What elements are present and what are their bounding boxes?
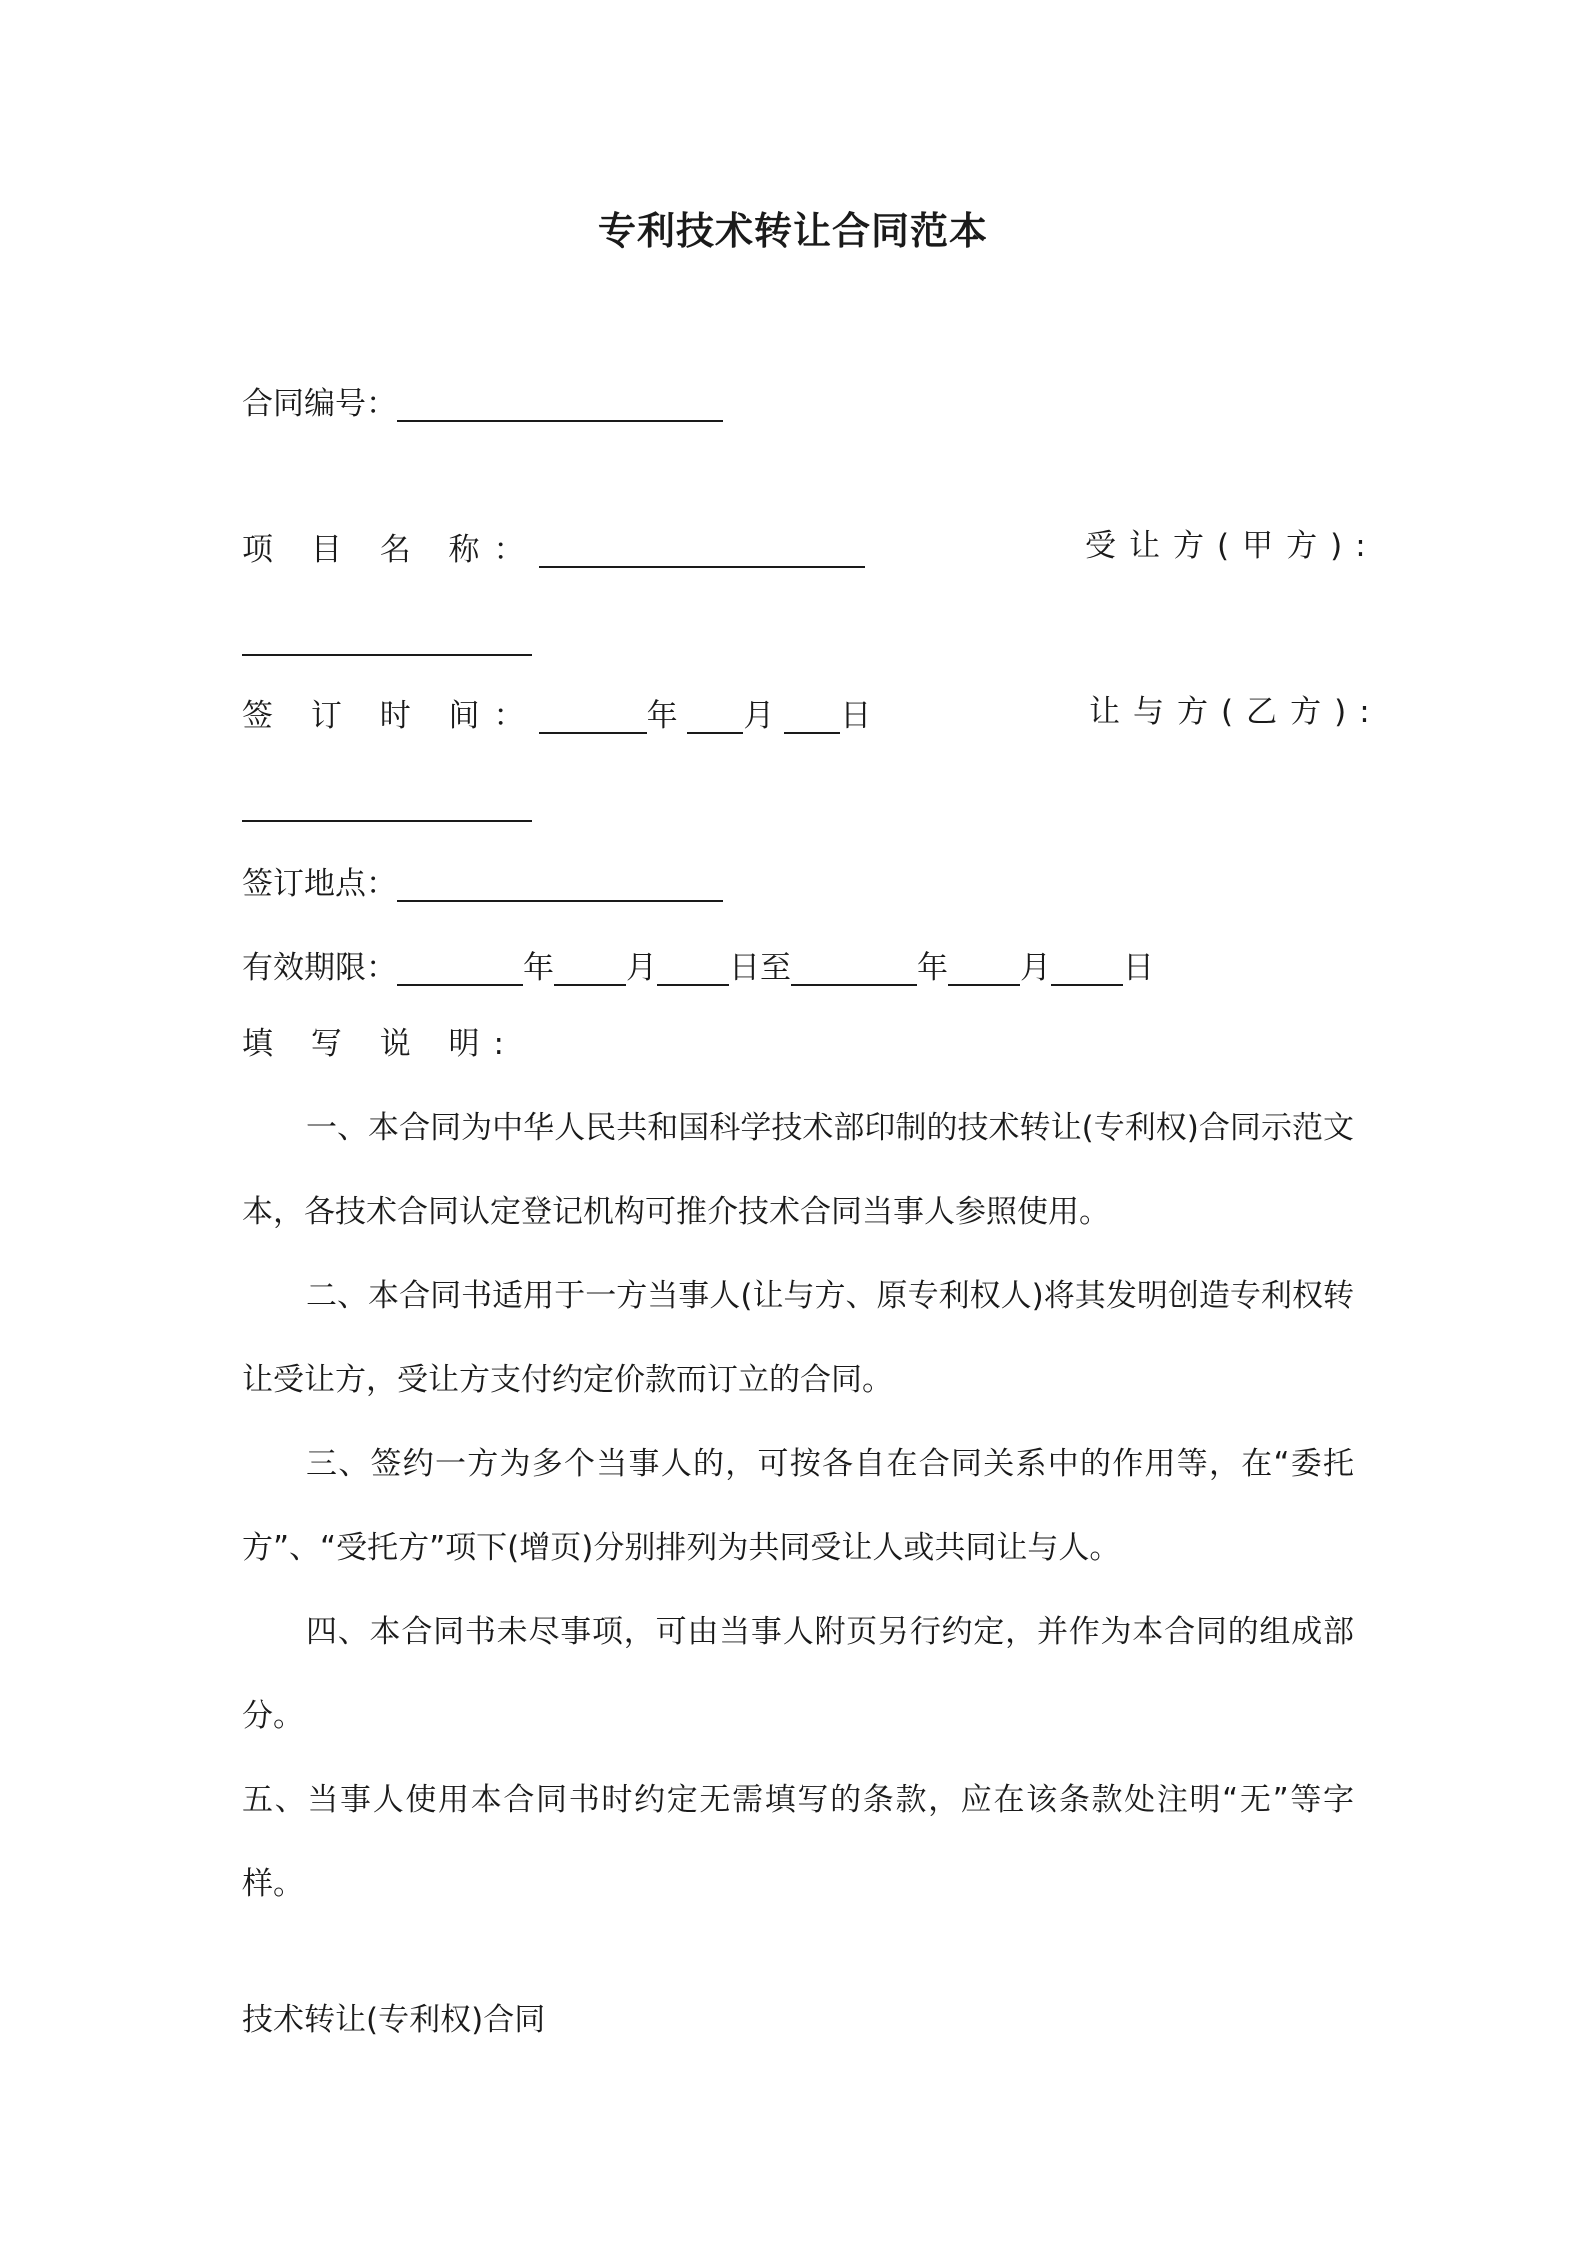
signing-month-blank[interactable] xyxy=(687,690,743,734)
instruction-item: 三、签约一方为多个当事人的，可按各自在合同关系中的作用等，在“委托方”、“受托方”项下(增页)分别排列为共同受让人或共同让与人。 xyxy=(242,1446,1354,1566)
validity-label: 有效期限： xyxy=(242,950,397,986)
signing-place-blank[interactable] xyxy=(397,858,723,902)
signing-month-unit: 月 xyxy=(743,698,775,734)
validity-year2-blank[interactable] xyxy=(791,942,917,986)
validity-month1-unit: 月 xyxy=(626,950,657,986)
assignee-blank[interactable] xyxy=(242,612,532,656)
assignor-label: 让与方(乙方): xyxy=(1089,694,1383,730)
project-name-row xyxy=(242,524,865,572)
signing-place-row xyxy=(242,858,723,906)
signing-year-blank[interactable] xyxy=(539,690,647,734)
instruction-item: 二、本合同书适用于一方当事人(让与方、原专利权人)将其发明创造专利权转让受让方，受让方支付约定价款而订立的合同。 xyxy=(242,1278,1354,1398)
signing-time-label: 签 订 时 间： xyxy=(242,698,539,734)
contract-number-row xyxy=(242,378,723,426)
signing-year-unit: 年 xyxy=(646,698,678,734)
validity-year1-unit: 年 xyxy=(523,950,554,986)
assignee-blank-row xyxy=(242,612,532,660)
assignee-label: 受让方(甲方): xyxy=(1085,528,1379,564)
validity-day1-unit: 日至 xyxy=(729,950,791,986)
validity-month2-unit: 月 xyxy=(1020,950,1051,986)
instruction-item: 一、本合同为中华人民共和国科学技术部印制的技术转让(专利权)合同示范文本，各技术合同认定登记机构可推介技术合同当事人参照使用。 xyxy=(242,1110,1354,1230)
validity-day2-blank[interactable] xyxy=(1051,942,1123,986)
signing-day-blank[interactable] xyxy=(784,690,840,734)
instruction-item: 五、当事人使用本合同书时约定无需填写的条款，应在该条款处注明“无”等字样。 xyxy=(242,1782,1354,1902)
project-name-blank[interactable] xyxy=(539,524,865,568)
signing-day-unit: 日 xyxy=(840,698,872,734)
contract-number-blank[interactable] xyxy=(397,378,723,422)
instructions-heading: 填 写 说 明: xyxy=(242,1026,519,1062)
assignor-blank[interactable] xyxy=(242,778,532,822)
signing-place-label: 签订地点： xyxy=(242,866,397,902)
contract-section-heading: 技术转让(专利权)合同 xyxy=(242,2002,546,2038)
validity-row xyxy=(242,942,1154,990)
signing-time-row xyxy=(242,690,871,738)
instruction-item: 四、本合同书未尽事项，可由当事人附页另行约定，并作为本合同的组成部分。 xyxy=(242,1614,1354,1734)
document-title: 专利技术转让合同范本 xyxy=(597,209,988,253)
validity-day1-blank[interactable] xyxy=(657,942,729,986)
contract-number-label: 合同编号： xyxy=(242,386,397,422)
validity-month2-blank[interactable] xyxy=(948,942,1020,986)
validity-day2-unit: 日 xyxy=(1123,950,1154,986)
validity-month1-blank[interactable] xyxy=(554,942,626,986)
validity-year1-blank[interactable] xyxy=(397,942,523,986)
assignor-blank-row xyxy=(242,778,532,826)
validity-year2-unit: 年 xyxy=(917,950,948,986)
project-name-label: 项 目 名 称： xyxy=(242,532,539,568)
